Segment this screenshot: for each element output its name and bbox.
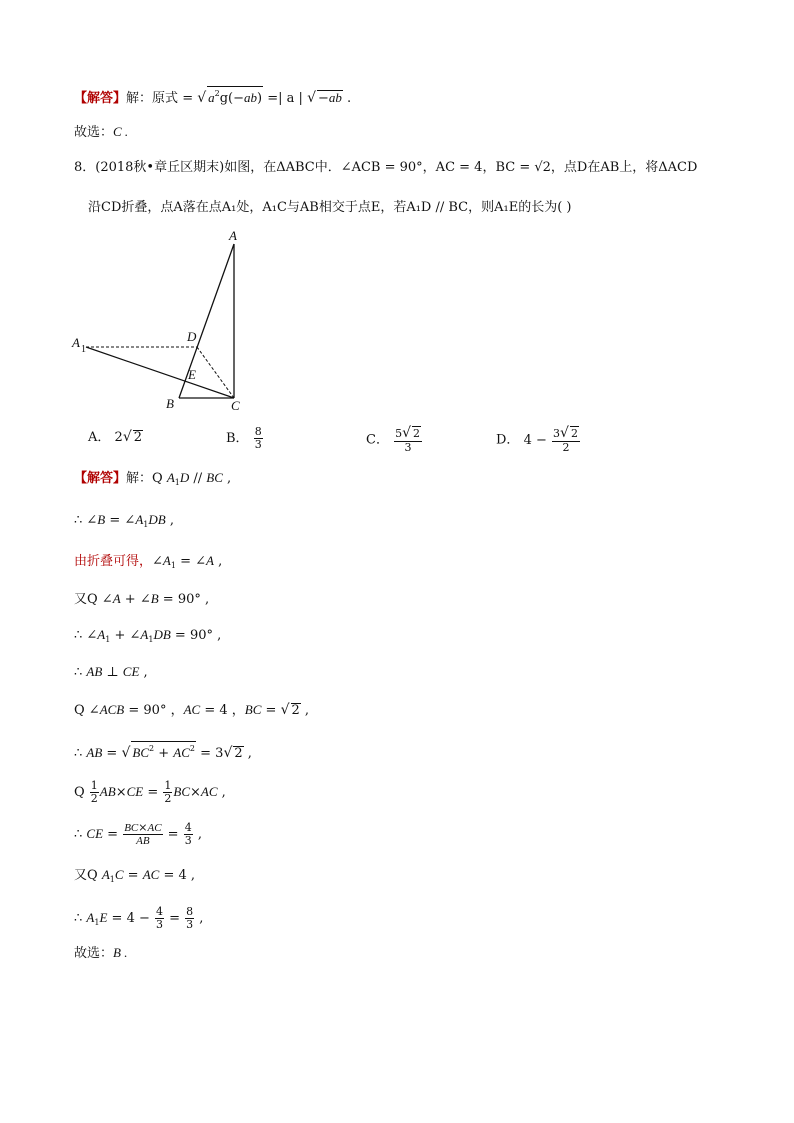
choice-letter: C .: [113, 124, 129, 139]
solution8-step9: Q $\frac{1}{2}$ AB×CE = $\frac{1}{2}$ BC×AC ,: [74, 779, 226, 805]
answer7-lhs: 原式: [152, 91, 179, 106]
label-a1: A: [72, 335, 80, 350]
solution8-step3: 由折叠可得，$\angle A_1$ = ∠A ,: [74, 553, 223, 570]
step11-prefix: 又: [74, 868, 88, 883]
option-b-value: $\frac{8}{3}$: [254, 425, 262, 451]
option-c-label: C．: [366, 432, 389, 448]
solution8-step12: ∴ $A_1E = 4$ − $\frac{4}{3}$ = $\frac{8}{3}$ ,: [74, 905, 204, 931]
solution8-step5: ∴ $\angle A_1$ + $\angle A_1DB = 90^\circ$ ,: [74, 627, 222, 644]
option-c[interactable]: [366, 426, 423, 454]
solution8-line1: [74, 469, 231, 492]
solution-label: 【解答】: [74, 471, 127, 486]
solution8-step6: ∴ AB ⊥ CE ,: [74, 664, 148, 680]
label-a: A: [229, 228, 237, 243]
option-a-value: 2√ 2: [114, 429, 143, 445]
label-b: B: [166, 396, 174, 411]
answer7-tail: =| a |: [267, 91, 303, 106]
option-c-value: $\frac{5√ 2}{3}$: [395, 425, 421, 454]
solution8-step10: ∴ CE = $\frac{BC\times AC}{AB}$ = $\frac{4}{3}$ ,: [74, 821, 202, 847]
answer7-formula: = √ $a^2g(-ab)$: [182, 91, 267, 106]
step3-prefix: 由折叠可得，: [74, 554, 153, 569]
option-b[interactable]: [226, 426, 264, 451]
option-d-value: 4 − $\frac{3√ 2}{2}$: [523, 425, 578, 454]
choice-text-8: 故选：: [74, 946, 114, 961]
solution-jie: 解：: [126, 471, 153, 486]
answer-label: 【解答】: [74, 91, 127, 106]
label-e: E: [188, 367, 196, 382]
step4-prefix: 又: [74, 592, 88, 607]
option-d[interactable]: [496, 426, 581, 454]
problem-number: 8．: [74, 160, 96, 175]
problem-text-line2: 沿CD折叠，点A落在点A₁处，A₁C与AB相交于点E，若A₁D // BC，则A₁E的长为( ): [88, 200, 572, 215]
choice-letter-8: B .: [113, 945, 128, 960]
answer-jie: 解：: [126, 91, 153, 106]
solution8-step8: ∴ AB = √ $BC^2 + AC^2 = 3√$ 2 ,: [74, 741, 252, 763]
solution-step1: Q $A_1D$ // BC ,: [152, 470, 232, 487]
label-d: D: [187, 329, 197, 344]
option-a-label: A．: [88, 430, 111, 445]
solution8-step11: 又Q $A_1C$ = AC = 4 ,: [74, 867, 196, 884]
option-a[interactable]: [88, 426, 143, 445]
solution8-step4: 又Q ∠A + ∠B = 90° ,: [74, 591, 210, 607]
problem-text-line1: 如图，在ΔABC中．∠ACB = 90°，AC = 4，BC = √2，点D在AB上，将ΔACD: [224, 160, 698, 175]
problem-source: (2018秋•章丘区期末): [95, 160, 225, 175]
solution8-step2: ∴ ∠B = $\angle A_1DB$ ,: [74, 512, 174, 529]
solution8-step7: Q ∠ACB = 90° ，AC = 4 ，BC = √ 2 ,: [74, 702, 310, 718]
label-a1-sub: 1: [81, 344, 86, 355]
answer7-sqrt: √ −ab .: [307, 90, 352, 106]
segment-a1c: [86, 347, 234, 398]
option-b-label: B．: [226, 431, 249, 446]
choice-text: 故选：: [74, 125, 114, 140]
solution8-choice: [74, 944, 127, 963]
option-d-label: D．: [496, 432, 520, 448]
segment-dc-dashed: [197, 347, 234, 398]
label-c: C: [231, 398, 240, 413]
